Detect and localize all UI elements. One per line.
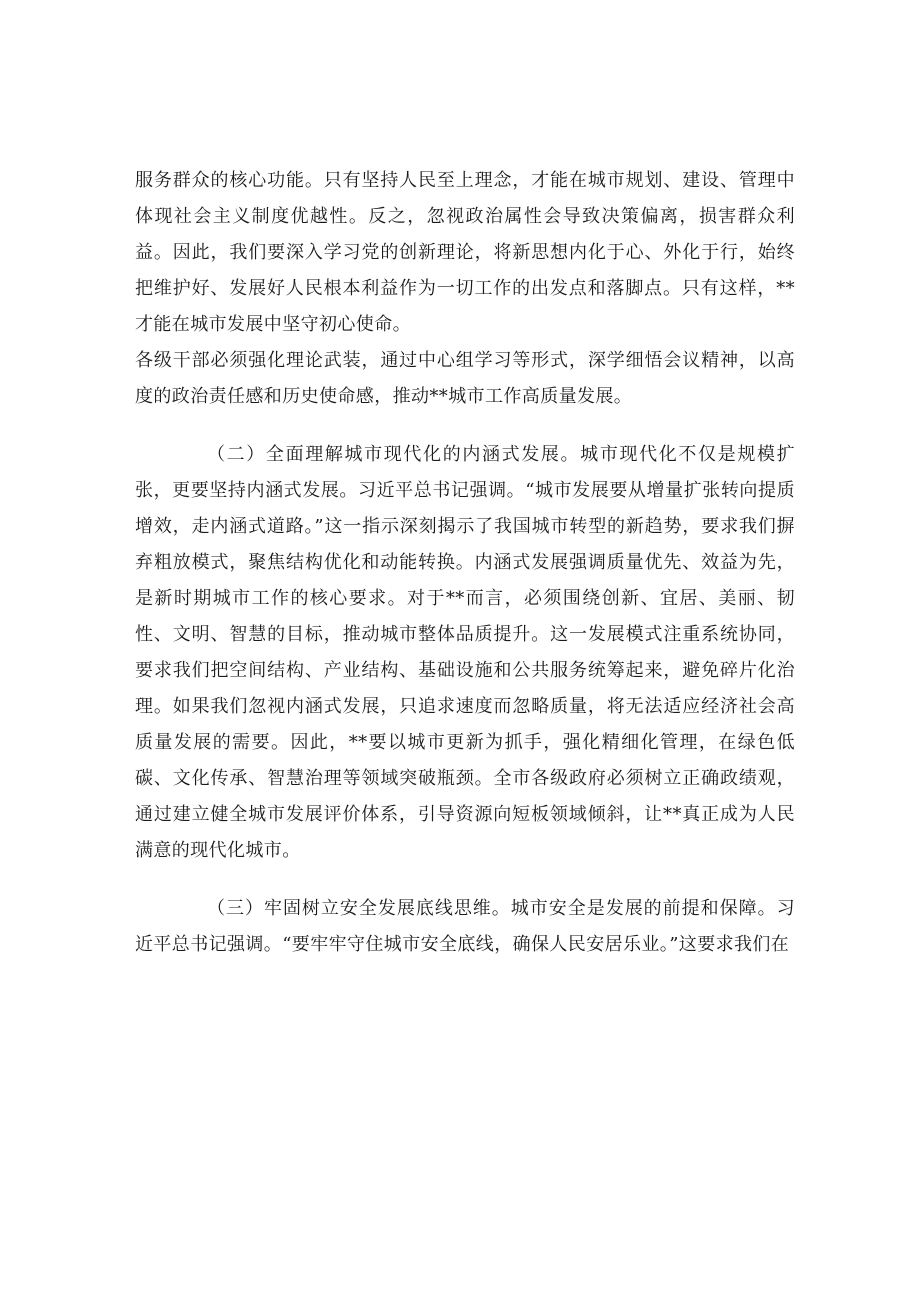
paragraph-gap xyxy=(135,415,795,437)
paragraph-gap xyxy=(135,869,795,891)
paragraph-section-2: （二）全面理解城市现代化的内涵式发展。城市现代化不仅是规模扩张，更要坚持内涵式发展。习近平总书记强调。“城市发展要从增量扩张转向提质增效，走内涵式道路。”这一指示深刻揭示了我国城市转型的新趋势，要求我们摒弃粗放模式，聚焦结构优化和动能转换。内涵式发展强调质量优先、效益为先，是新时期城市工作的核心要求。对于**而言，必须围绕创新、宜居、美丽、韧性、文明、智慧的目标，推动城市整体品质提升。这一发展模式注重系统协同，要求我们把空间结构、产业结构、基础设施和公共服务统筹起来，避免碎片化治理。如果我们忽视内涵式发展，只追求速度而忽略质量，将无法适应经济社会高质量发展的需要。因此，**要以城市更新为抓手，强化精细化管理，在绿色低碳、文化传承、智慧治理等领域突破瓶颈。全市各级政府必须树立正确政绩观，通过建立健全城市发展评价体系，引导资源向短板领域倾斜，让**真正成为人民满意的现代化城市。 xyxy=(135,444,795,861)
paragraph-section-3: （三）牢固树立安全发展底线思维。城市安全是发展的前提和保障。习近平总书记强调。“要牢牢守住城市安全底线，确保人民安居乐业。”这要求我们在 xyxy=(135,898,795,955)
paragraph-continuation: 服务群众的核心功能。只有坚持人民至上理念，才能在城市规划、建设、管理中体现社会主义制度优越性。反之，忽视政治属性会导致决策偏离，损害群众利益。因此，我们要深入学习党的创新理论，将新思想内化于心、外化于行，始终把维护好、发展好人民根本利益作为一切工作的出发点和落脚点。只有这样，**才能在城市发展中坚守初心使命。 xyxy=(135,170,795,335)
paragraph-cadre-study: 各级干部必须强化理论武装，通过中心组学习等形式，深学细悟会议精神，以高度的政治责任感和历史使命感，推动**城市工作高质量发展。 xyxy=(135,350,795,407)
document-body xyxy=(135,163,795,963)
